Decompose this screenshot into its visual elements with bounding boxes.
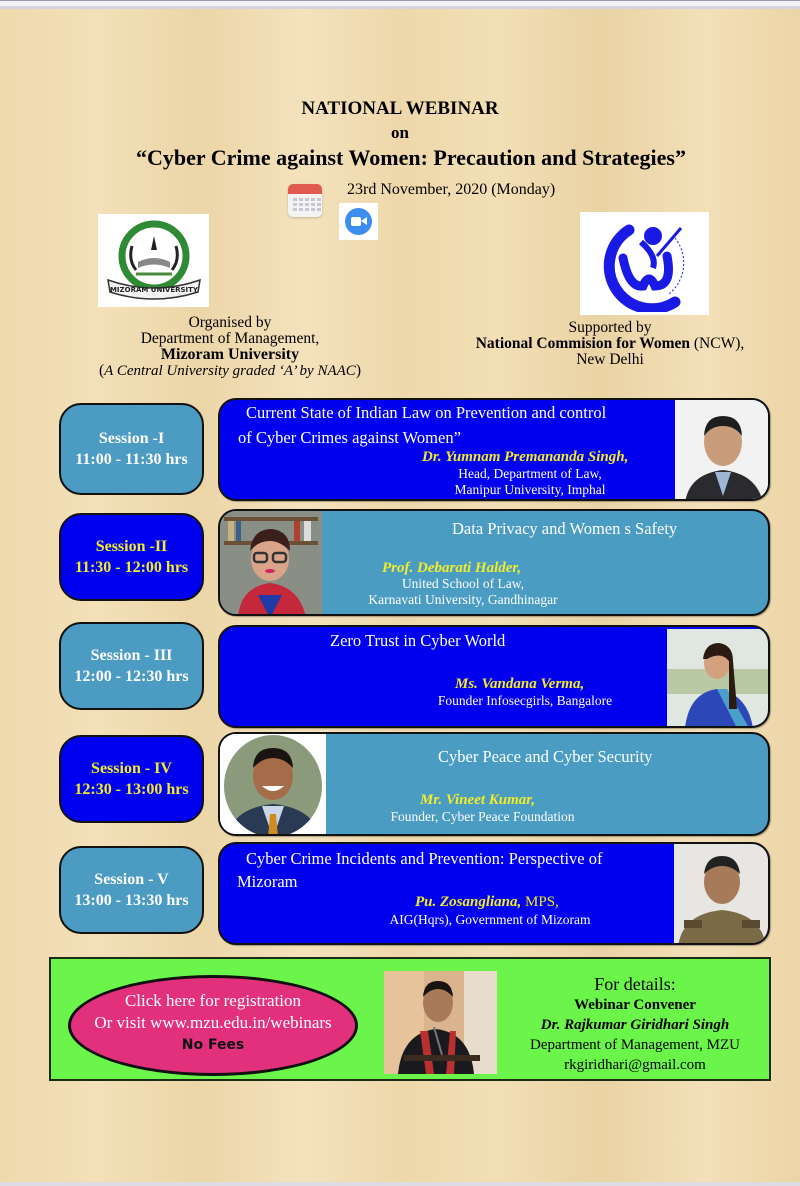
session-topic-cont: of Cyber Crimes against Women” bbox=[238, 428, 461, 447]
session-5-badge bbox=[59, 846, 204, 934]
registration-footer bbox=[49, 957, 771, 1081]
session-label: Session - V bbox=[94, 871, 169, 888]
session-topic: Data Privacy and Women s Safety bbox=[452, 519, 678, 538]
organiser-label: Organised by bbox=[188, 314, 272, 331]
session-label: Session - III bbox=[90, 647, 173, 664]
speaker-name: Pu. Zosangliana, bbox=[415, 894, 522, 910]
session-3-card bbox=[218, 625, 770, 728]
speaker-suffix: MPS, bbox=[521, 894, 559, 910]
registration-cta[interactable]: Click here for registration bbox=[124, 991, 302, 1010]
speaker-affiliation: United School of Law, Karnavati University, Gandhinagar bbox=[368, 576, 558, 607]
supporter-city: New Delhi bbox=[576, 351, 644, 368]
session-time: 11:00 - 11:30 hrs bbox=[75, 451, 188, 468]
speaker-name: Prof. Debarati Halder, bbox=[382, 560, 522, 576]
session-time: 11:30 - 12:00 hrs bbox=[74, 559, 189, 576]
session-label: Session - IV bbox=[91, 760, 172, 777]
speaker-photo bbox=[667, 629, 770, 728]
mizoram-university-logo bbox=[98, 214, 209, 307]
registration-button[interactable] bbox=[68, 975, 358, 1076]
session-5-card bbox=[218, 842, 770, 945]
window-top-bar bbox=[0, 0, 800, 9]
session-topic: Cyber Peace and Cyber Security bbox=[438, 747, 653, 766]
session-time: 12:30 - 13:00 hrs bbox=[74, 781, 189, 798]
convener-role: Webinar Convener bbox=[574, 997, 696, 1013]
supporter-block bbox=[420, 320, 800, 368]
webinar-theme-title: “Cyber Crime against Women: Precaution and Strategies” bbox=[136, 145, 686, 170]
session-topic-cont: Mizoram bbox=[237, 872, 298, 891]
event-date: 23rd November, 2020 (Monday) bbox=[347, 181, 556, 198]
event-type-title: NATIONAL WEBINAR bbox=[301, 98, 499, 119]
session-4-badge bbox=[59, 735, 204, 823]
session-topic: Current State of Indian Law on Prevention and control bbox=[246, 403, 607, 422]
speaker-photo bbox=[675, 400, 770, 501]
session-2-card bbox=[218, 509, 770, 616]
session-time: 12:00 - 12:30 hrs bbox=[74, 668, 189, 685]
contact-details bbox=[506, 973, 764, 1075]
organiser-block: Organised by Department of Management, Mizoram University (A Central University graded ‘A’ by NAAC) bbox=[40, 315, 420, 379]
title-connector: on bbox=[391, 123, 409, 142]
organiser-university: Mizoram University bbox=[160, 346, 300, 363]
convener-department: Department of Management, MZU bbox=[530, 1037, 740, 1053]
convener-email[interactable]: rkgiridhari@gmail.com bbox=[564, 1057, 706, 1073]
session-3-badge bbox=[59, 622, 204, 710]
speaker-photo bbox=[220, 734, 326, 836]
session-topic: Cyber Crime Incidents and Prevention: Perspective of bbox=[246, 849, 603, 868]
naac-grade: A Central University graded ‘A’ by NAAC bbox=[104, 363, 356, 379]
speaker-name: Mr. Vineet Kumar, bbox=[420, 792, 536, 808]
speaker-name: Ms. Vandana Verma, bbox=[455, 676, 585, 692]
speaker-photo bbox=[220, 511, 322, 616]
session-topic: Zero Trust in Cyber World bbox=[330, 631, 506, 650]
zoom-video-icon[interactable] bbox=[339, 203, 378, 240]
details-heading: For details: bbox=[594, 974, 676, 994]
session-2-badge bbox=[59, 513, 204, 601]
speaker-affiliation: Founder, Cyber Peace Foundation bbox=[390, 809, 575, 824]
speaker-line bbox=[415, 894, 559, 911]
supporter-name: National Commision for Women bbox=[475, 335, 691, 352]
no-fees-label: No Fees bbox=[181, 1037, 245, 1053]
convener-name: Dr. Rajkumar Giridhari Singh bbox=[540, 1017, 730, 1033]
session-1-badge bbox=[59, 403, 204, 495]
convener-photo bbox=[384, 971, 497, 1074]
speaker-affiliation: AIG(Hqrs), Government of Mizoram bbox=[389, 912, 591, 927]
speaker-affiliation: Head, Department of Law, Manipur University, Imphal bbox=[454, 466, 606, 497]
supporter-abbr: (NCW), bbox=[690, 335, 745, 352]
ncw-logo bbox=[580, 212, 709, 315]
window-bottom-bar bbox=[0, 1182, 800, 1186]
session-4-card bbox=[218, 732, 770, 836]
session-label: Session -II bbox=[95, 538, 168, 555]
session-time: 13:00 - 13:30 hrs bbox=[74, 892, 189, 909]
speaker-photo bbox=[674, 844, 770, 945]
registration-url[interactable]: Or visit www.mzu.edu.in/webinars bbox=[94, 1013, 332, 1032]
calendar-icon bbox=[288, 184, 322, 217]
session-1-card bbox=[218, 398, 770, 501]
organiser-department: Department of Management, bbox=[140, 330, 320, 347]
logo-text: MIZORAM UNIVERSITY bbox=[109, 285, 198, 294]
speaker-name: Dr. Yumnam Premananda Singh, bbox=[422, 449, 629, 465]
speaker-affiliation: Founder Infosecgirls, Bangalore bbox=[437, 693, 613, 708]
session-label: Session -I bbox=[98, 430, 165, 447]
supporter-label: Supported by bbox=[568, 319, 652, 336]
